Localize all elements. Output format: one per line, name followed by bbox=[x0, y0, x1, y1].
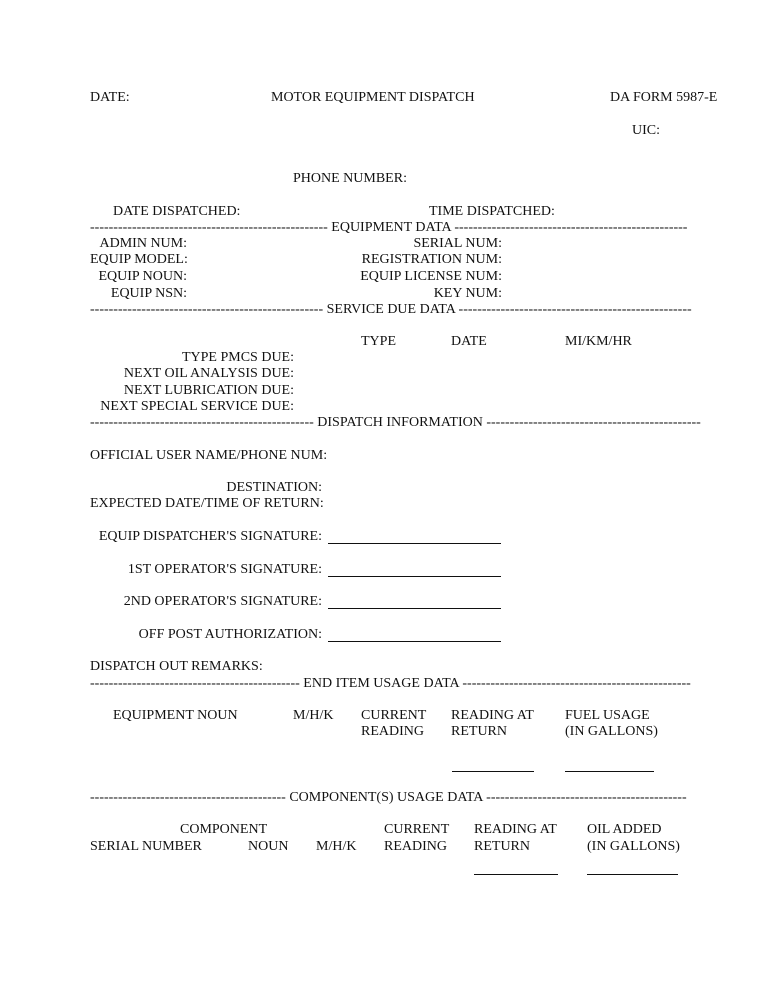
serial-number-header: SERIAL NUMBER bbox=[90, 839, 202, 854]
operator2-signature-line[interactable] bbox=[328, 608, 501, 609]
equipment-data-separator: --------------------------------------------------- EQUIPMENT DATA -------------------------------------------------- bbox=[90, 220, 688, 235]
end-item-usage-title: END ITEM USAGE DATA bbox=[303, 676, 459, 691]
key-num-label: KEY NUM: bbox=[433, 286, 502, 301]
component-reading-at-return-line[interactable] bbox=[474, 874, 558, 875]
operator1-signature-line[interactable] bbox=[328, 576, 501, 577]
next-special-service-due-label: NEXT SPECIAL SERVICE DUE: bbox=[100, 399, 294, 414]
dispatcher-signature-label: EQUIP DISPATCHER'S SIGNATURE: bbox=[98, 529, 322, 544]
equip-license-num-label: EQUIP LICENSE NUM: bbox=[360, 269, 502, 284]
expected-return-label: EXPECTED DATE/TIME OF RETURN: bbox=[90, 496, 324, 511]
component-reading-header: READING bbox=[384, 839, 447, 854]
component-header: COMPONENT bbox=[180, 822, 268, 837]
service-col-mikmhr: MI/KM/HR bbox=[565, 334, 632, 349]
dispatch-info-title: DISPATCH INFORMATION bbox=[317, 415, 483, 430]
equipment-noun-header: EQUIPMENT NOUN bbox=[113, 708, 238, 723]
admin-num-label: ADMIN NUM: bbox=[99, 236, 187, 251]
official-user-label: OFFICIAL USER NAME/PHONE NUM: bbox=[90, 448, 328, 463]
serial-num-label: SERIAL NUM: bbox=[413, 236, 502, 251]
end-item-reading-header: READING bbox=[361, 724, 424, 739]
equip-noun-label: EQUIP NOUN: bbox=[98, 269, 187, 284]
destination-label: DESTINATION: bbox=[226, 480, 322, 495]
time-dispatched-label: TIME DISPATCHED: bbox=[429, 204, 555, 219]
form-number: DA FORM 5987-E bbox=[610, 90, 718, 105]
end-item-reading-at-return-line[interactable] bbox=[452, 771, 534, 772]
type-pmcs-due-label: TYPE PMCS DUE: bbox=[181, 350, 294, 365]
oil-added-line[interactable] bbox=[587, 874, 678, 875]
registration-num-label: REGISTRATION NUM: bbox=[361, 252, 502, 267]
date-label: DATE: bbox=[90, 90, 130, 105]
component-return-header: RETURN bbox=[474, 839, 530, 854]
phone-number-label: PHONE NUMBER: bbox=[293, 171, 407, 186]
component-current-header: CURRENT bbox=[384, 822, 450, 837]
component-mhk-header: M/H/K bbox=[316, 839, 357, 854]
equip-nsn-label: EQUIP NSN: bbox=[110, 286, 187, 301]
component-usage-title: COMPONENT(S) USAGE DATA bbox=[289, 790, 483, 805]
operator1-signature-label: 1ST OPERATOR'S SIGNATURE: bbox=[127, 562, 322, 577]
off-post-authorization-label: OFF POST AUTHORIZATION: bbox=[138, 627, 322, 642]
equipment-data-title: EQUIPMENT DATA bbox=[331, 220, 451, 235]
end-item-usage-separator: --------------------------------------------- END ITEM USAGE DATA ------------------------------------------------- bbox=[90, 676, 691, 691]
oil-added-unit-header: (IN GALLONS) bbox=[587, 839, 680, 854]
form-title: MOTOR EQUIPMENT DISPATCH bbox=[271, 90, 475, 105]
next-oil-analysis-due-label: NEXT OIL ANALYSIS DUE: bbox=[123, 366, 294, 381]
fuel-usage-header: FUEL USAGE bbox=[565, 708, 650, 723]
off-post-authorization-line[interactable] bbox=[328, 641, 501, 642]
operator2-signature-label: 2ND OPERATOR'S SIGNATURE: bbox=[123, 594, 322, 609]
end-item-mhk-header: M/H/K bbox=[293, 708, 334, 723]
oil-added-header: OIL ADDED bbox=[587, 822, 662, 837]
dispatcher-signature-line[interactable] bbox=[328, 543, 501, 544]
dispatch-out-remarks-label: DISPATCH OUT REMARKS: bbox=[90, 659, 263, 674]
service-due-separator: -------------------------------------------------- SERVICE DUE DATA -------------------------------------------------- bbox=[90, 302, 692, 317]
equip-model-label: EQUIP MODEL: bbox=[90, 252, 188, 267]
date-dispatched-label: DATE DISPATCHED: bbox=[113, 204, 241, 219]
fuel-usage-unit-header: (IN GALLONS) bbox=[565, 724, 658, 739]
component-usage-separator: ------------------------------------------ COMPONENT(S) USAGE DATA ------------------------------------------- bbox=[90, 790, 687, 805]
service-due-title: SERVICE DUE DATA bbox=[326, 302, 456, 317]
end-item-return-header: RETURN bbox=[451, 724, 507, 739]
end-item-current-header: CURRENT bbox=[361, 708, 427, 723]
end-item-reading-at-header: READING AT bbox=[451, 708, 534, 723]
service-col-type: TYPE bbox=[361, 334, 396, 349]
component-noun-header: NOUN bbox=[248, 839, 289, 854]
dispatch-info-separator: ------------------------------------------------ DISPATCH INFORMATION ---------------------------------------------- bbox=[90, 415, 701, 430]
component-reading-at-header: READING AT bbox=[474, 822, 557, 837]
fuel-usage-line[interactable] bbox=[565, 771, 654, 772]
next-lubrication-due-label: NEXT LUBRICATION DUE: bbox=[123, 383, 294, 398]
service-col-date: DATE bbox=[451, 334, 487, 349]
uic-label: UIC: bbox=[632, 123, 660, 138]
